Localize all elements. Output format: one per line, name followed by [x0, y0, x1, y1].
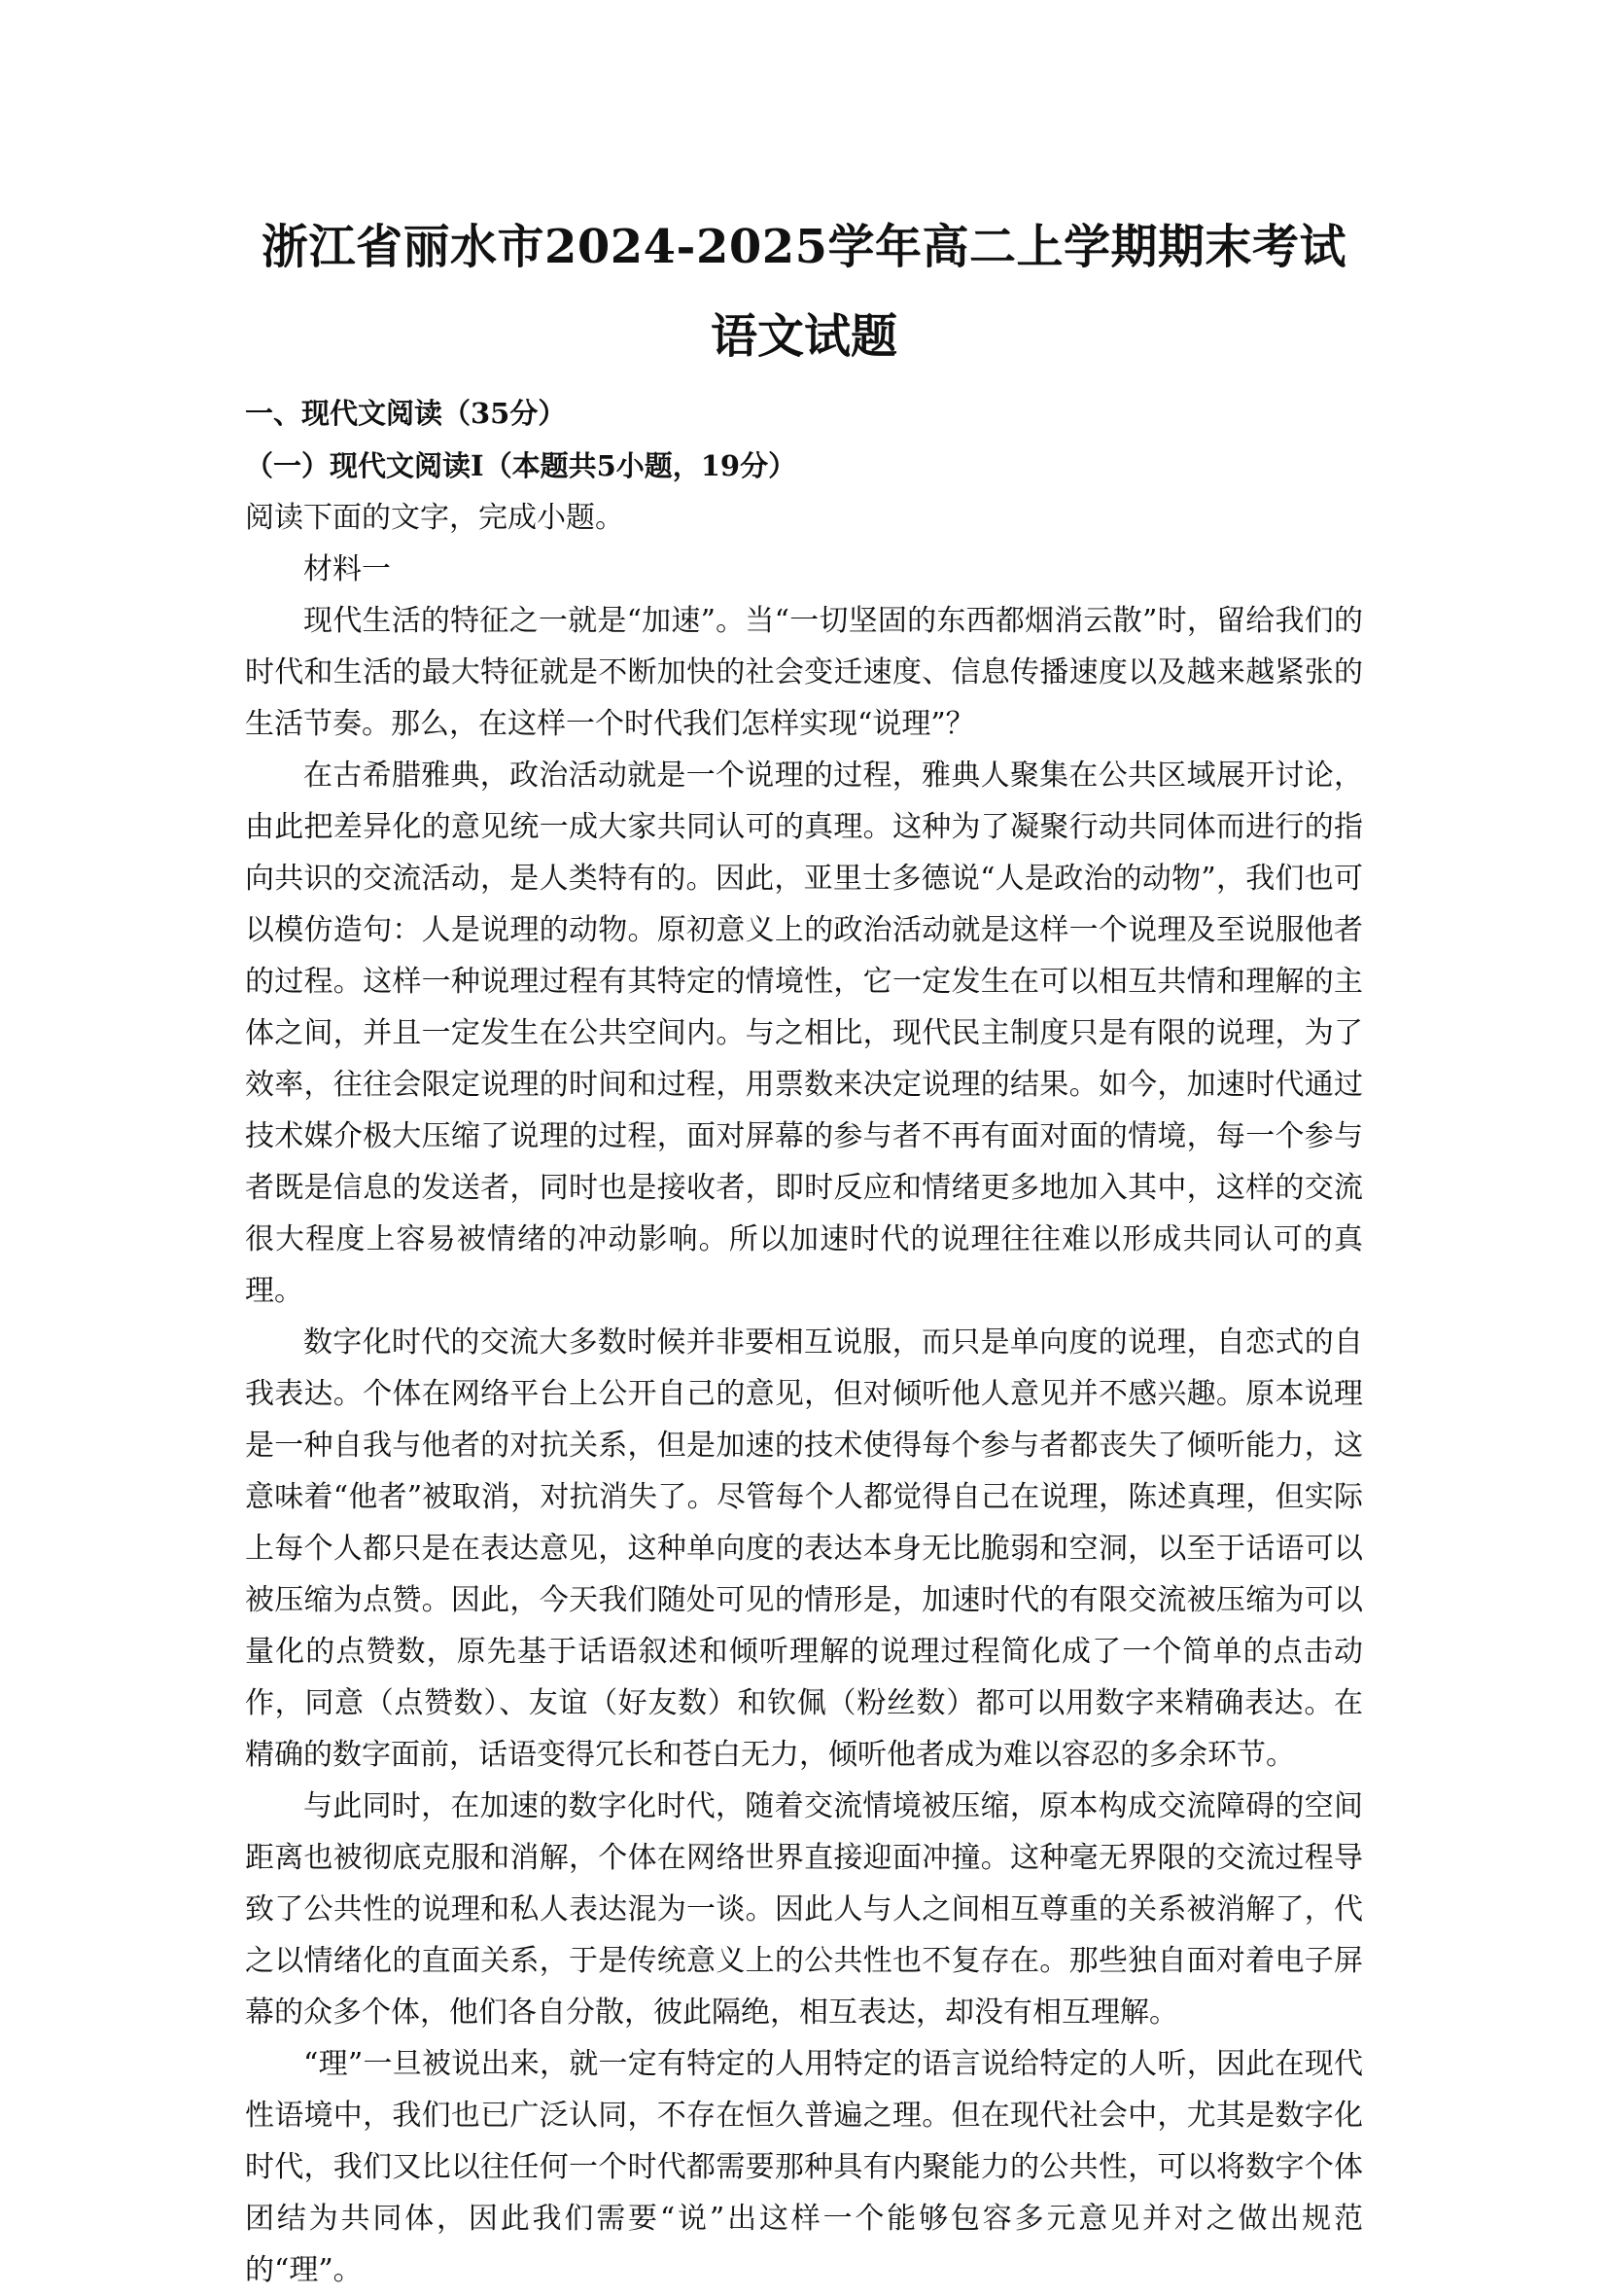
exam-page [245, 202, 1363, 2296]
paragraph: 数字化时代的交流大多数时候并非要相互说服，而只是单向度的说理，自恋式的自我表达。个体在网络平台上公开自己的意见，但对倾听他人意见并不感兴趣。原本说理是一种自我与他者的对抗关系，但是加速的技术使得每个参与者都丧失了倾听能力，这意味着“他者”被取消，对抗消失了。尽管每个人都觉得自己在说理，陈述真理，但实际上每个人都只是在表达意见，这种单向度的表达本身无比脆弱和空洞，以至于话语可以被压缩为点赞。因此，今天我们随处可见的情形是，加速时代的有限交流被压缩为可以量化的点赞数，原先基于话语叙述和倾听理解的说理过程简化成了一个简单的点击动作，同意（点赞数）、友谊（好友数）和钦佩（粉丝数）都可以用数字来精确表达。在精确的数字面前，话语变得冗长和苍白无力，倾听他者成为难以容忍的多余环节。 [245, 1325, 1363, 1772]
reading-instruction: 阅读下面的文字，完成小题。 [245, 501, 624, 535]
section-heading: 一、现代文阅读（35分） [245, 397, 567, 430]
exam-subtitle: 语文试题 [710, 309, 897, 364]
paragraph: 在古希腊雅典，政治活动就是一个说理的过程，雅典人聚集在公共区域展开讨论，由此把差异化的意见统一成大家共同认可的真理。这种为了凝聚行动共同体而进行的指向共识的交流活动，是人类特有的。因此，亚里士多德说“人是政治的动物”，我们也可以模仿造句：人是说理的动物。原初意义上的政治活动就是这样一个说理及至说服他者的过程。这样一种说理过程有其特定的情境性，它一定发生在可以相互共情和理解的主体之间，并且一定发生在公共空间内。与之相比，现代民主制度只是有限的说理，为了效率，往往会限定说理的时间和过程，用票数来决定说理的结果。如今，加速时代通过技术媒介极大压缩了说理的过程，面对屏幕的参与者不再有面对面的情境，每一个参与者既是信息的发送者，同时也是接收者，即时反应和情绪更多地加入其中，这样的交流很大程度上容易被情绪的冲动影响。所以加速时代的说理往往难以形成共同认可的真理。 [245, 759, 1363, 1308]
paragraph: 现代生活的特征之一就是“加速”。当“一切坚固的东西都烟消云散”时，留给我们的时代和生活的最大特征就是不断加快的社会变迁速度、信息传播速度以及越来越紧张的生活节奏。那么，在这样一个时代我们怎样实现“说理”？ [245, 604, 1363, 741]
material-label: 材料一 [303, 552, 391, 586]
exam-title: 浙江省丽水市2024-2025学年高二上学期期末考试 [261, 220, 1347, 274]
paragraph: “理”一旦被说出来，就一定有特定的人用特定的语言说给特定的人听，因此在现代性语境中，我们也已广泛认同，不存在恒久普遍之理。但在现代社会中，尤其是数字化时代，我们又比以往任何一个时代都需要那种具有内聚能力的公共性，可以将数字个体团结为共同体，因此我们需要“说”出这样一个能够包容多元意见并对之做出规范的“理”。 [245, 2047, 1363, 2287]
paragraph: 与此同时，在加速的数字化时代，随着交流情境被压缩，原本构成交流障碍的空间距离也被彻底克服和消解，个体在网络世界直接迎面冲撞。这种毫无界限的交流过程导致了公共性的说理和私人表达混为一谈。因此人与人之间相互尊重的关系被消解了，代之以情绪化的直面关系，于是传统意义上的公共性也不复存在。那些独自面对着电子屏幕的众多个体，他们各自分散，彼此隔绝，相互表达，却没有相互理解。 [245, 1789, 1363, 2030]
subsection-heading: （一）现代文阅读Ⅰ（本题共5小题，19分） [245, 449, 797, 482]
